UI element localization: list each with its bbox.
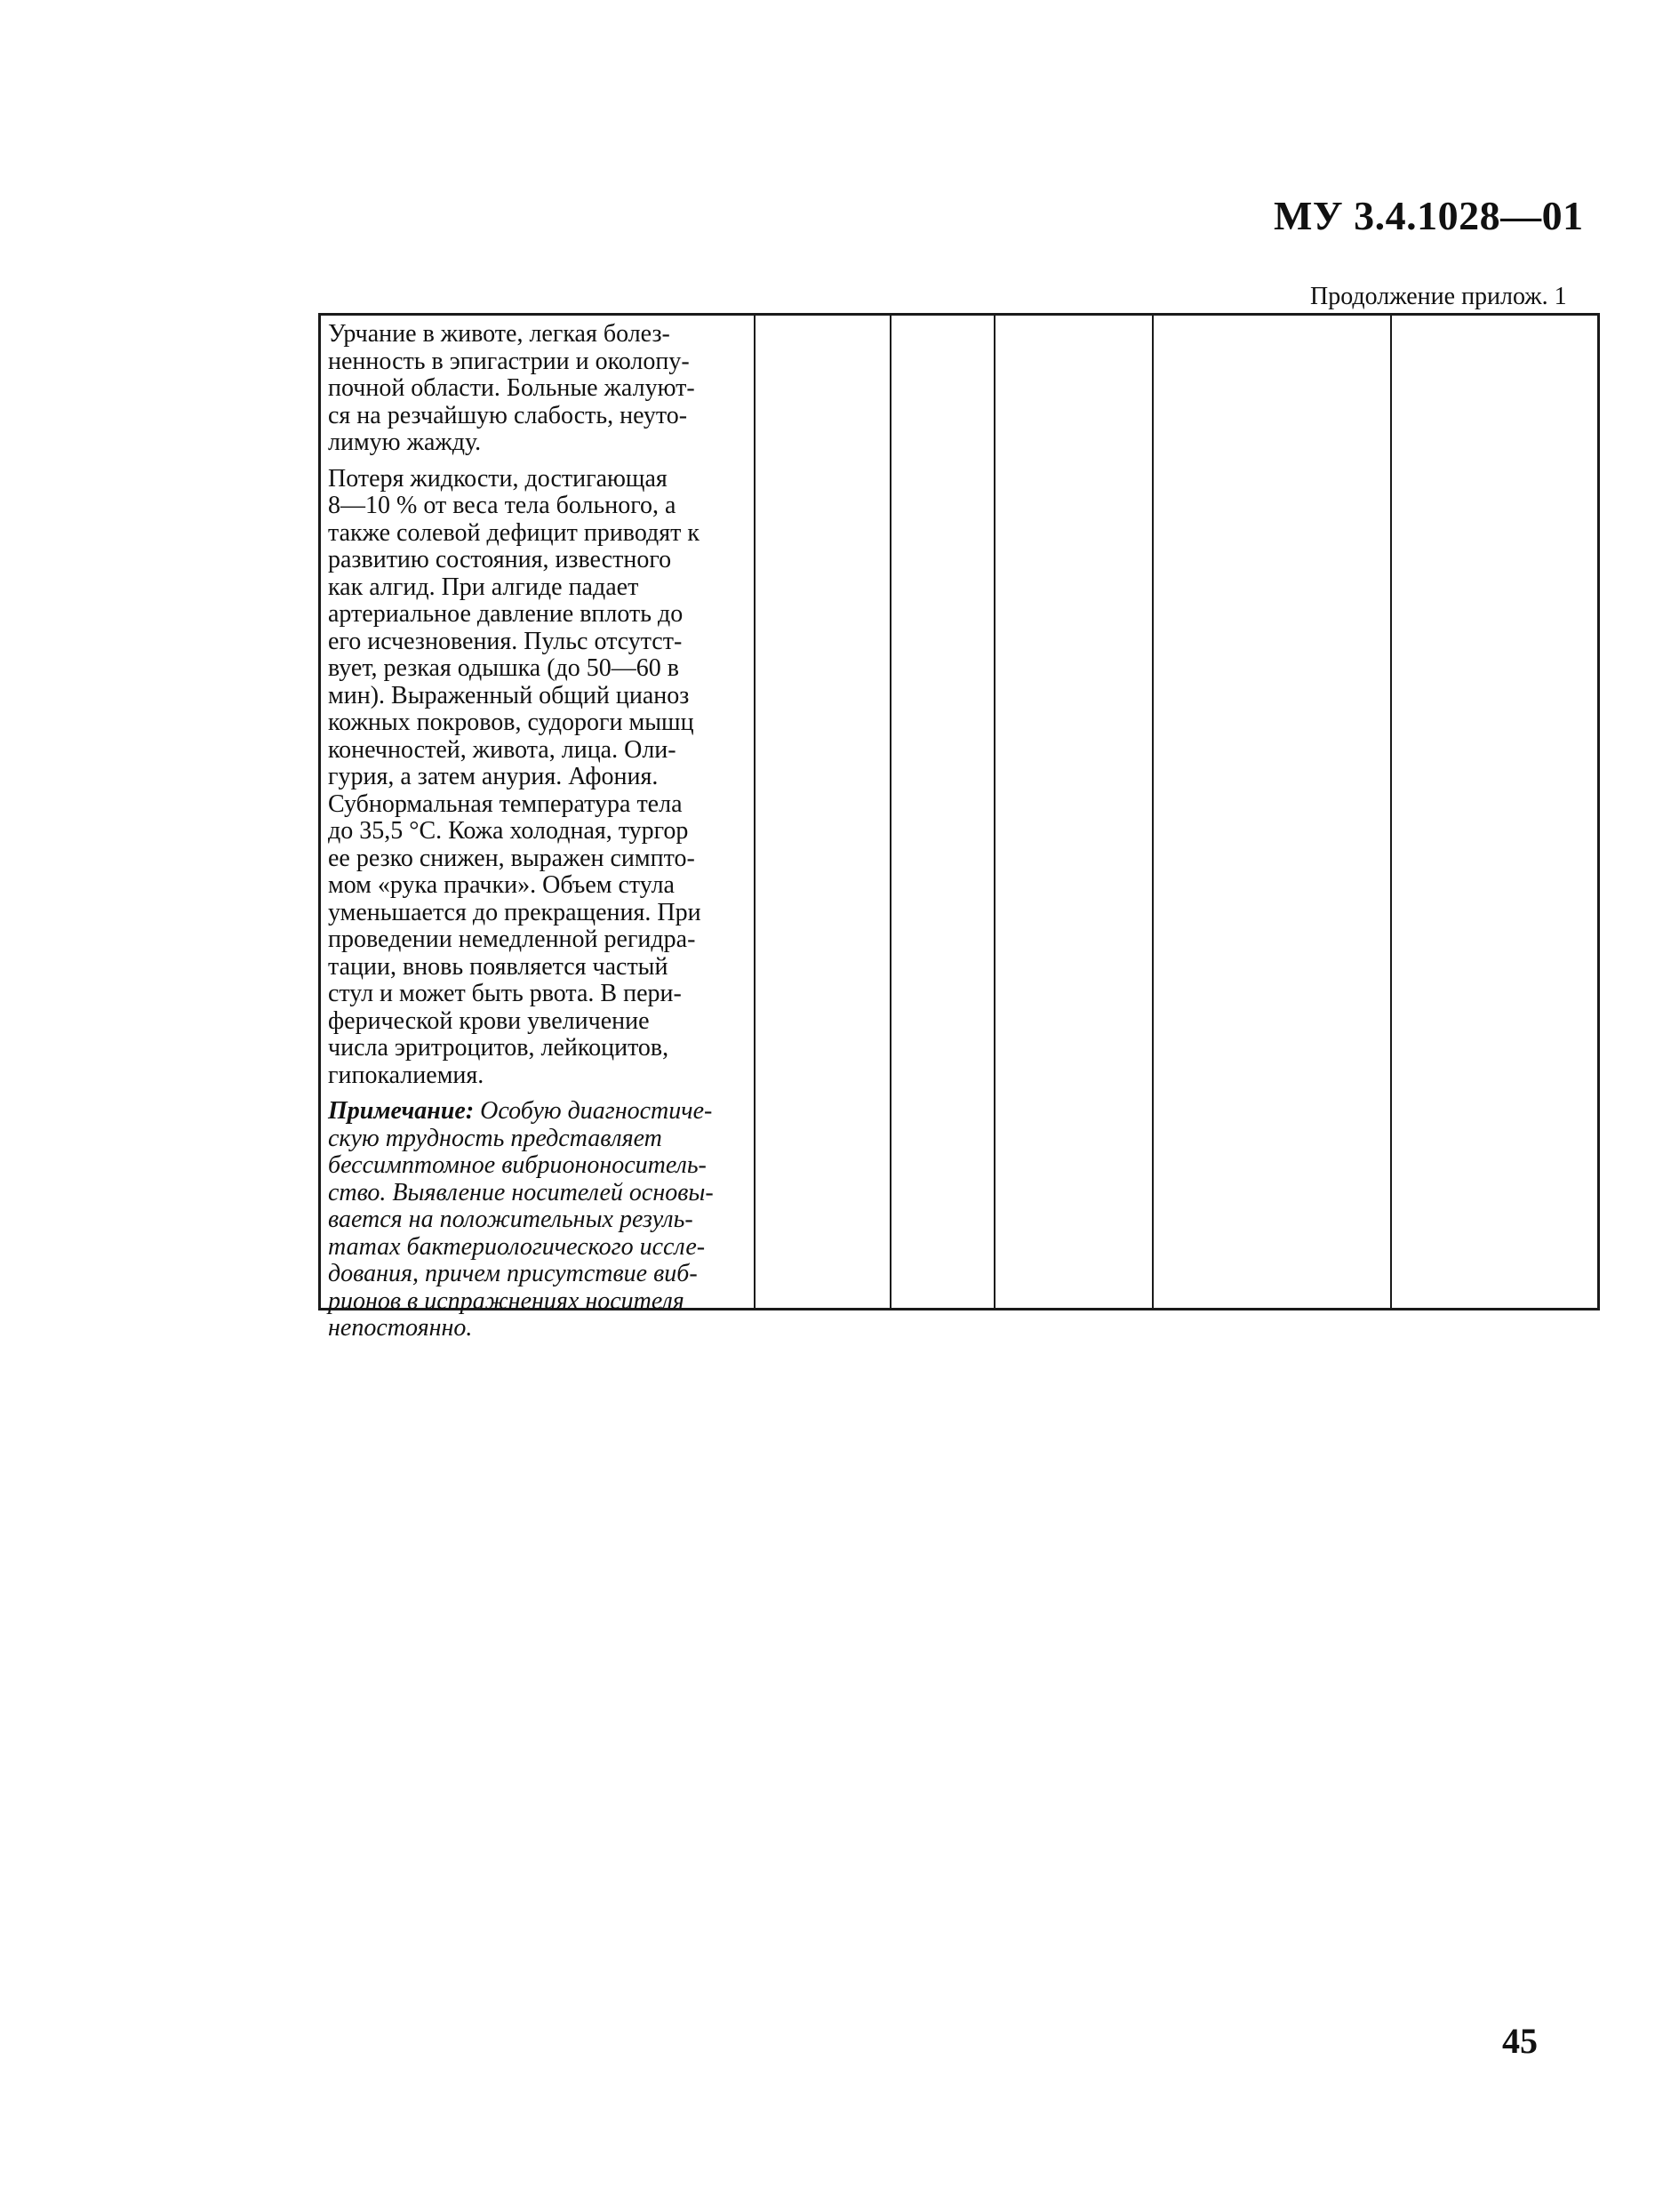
table-cell-description (321, 316, 754, 1342)
note-text: Особую диагностиче- скую трудность представляет бессимптомное вибриононоситель- ство. Выявление носителей основы- вается на положительных резуль- татах бактериологического иссле- дования, причем присутствие виб- рионов в испражнениях носителя непостоянно. (328, 1097, 714, 1342)
note-label: Примечание: (328, 1097, 475, 1125)
algid-paragraph: Потеря жидкости, достигающая 8—10 % от веса тела больного, а также солевой дефицит приводят к развитию состояния, известного как алгид. При алгиде падает артериальное давление вплоть до его исчезновения. Пульс отсутст- вует, резкая одышка (до 50—60 в мин). Выраженный общий цианоз кожных покровов, судороги мышц конечностей, живота, лица. Оли- гурия, а затем анурия. Афония. Субнормальная температура тела до 35,5 °С. Кожа холодная, тургор ее резко снижен, выражен симпто- мом «рука прачки». Объем стула уменьшается до прекращения. При проведении немедленной регидра- тации, вновь появляется частый стул и может быть рвота. В пери- ферической крови увеличение числа эритроцитов, лейкоцитов, гипокалиемия. (328, 464, 701, 1089)
note-paragraph (328, 1098, 748, 1342)
continuation-label: Продолжение прилож. 1 (1310, 283, 1567, 310)
appendix-table (318, 313, 1600, 1342)
table-cell-empty (1152, 316, 1390, 1308)
document-code: МУ 3.4.1028—01 (1274, 193, 1584, 238)
table-cell-empty (994, 316, 1152, 1308)
table-cell-empty (754, 316, 890, 1308)
symptoms-paragraph: Урчание в животе, легкая болез- ненность в эпигастрии и околопу- почной области. Больные жалуют- ся на резчайшую слабость, неуто- лимую жажду. (328, 320, 695, 456)
table-cell-empty (890, 316, 994, 1308)
table-cell-empty (1390, 316, 1597, 1308)
page-number: 45 (1502, 2021, 1538, 2061)
